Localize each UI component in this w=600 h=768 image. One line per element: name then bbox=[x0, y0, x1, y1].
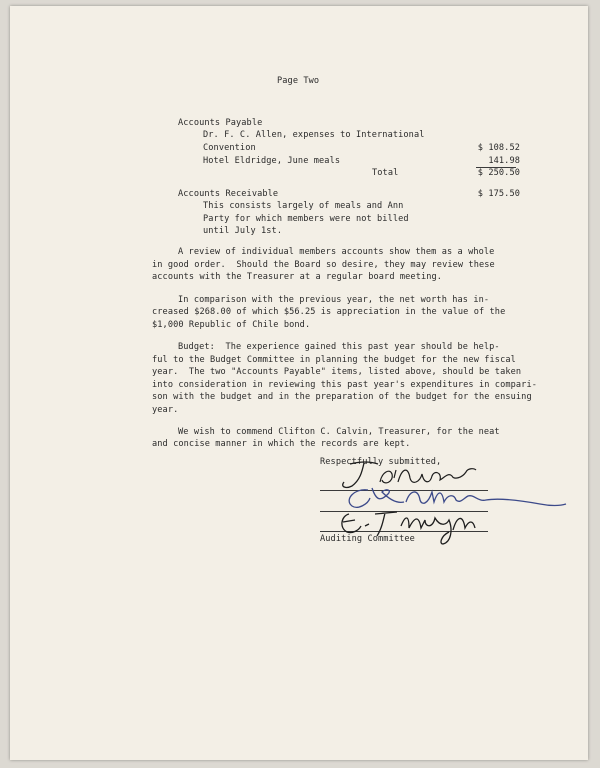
receivable-amount: $ 175.50 bbox=[477, 189, 520, 199]
receivable-line-3: until July 1st. bbox=[203, 226, 283, 236]
networth-paragraph-line: In comparison with the previous year, the net worth has in- bbox=[178, 295, 490, 305]
accounts-receivable-heading: Accounts Receivable bbox=[178, 189, 279, 199]
accounts-payable-heading: Accounts Payable bbox=[178, 118, 263, 128]
networth-paragraph-line: creased $268.00 of which $56.25 is appreciation in the value of the bbox=[152, 307, 506, 317]
document-page bbox=[10, 6, 588, 760]
budget-paragraph-line: year. bbox=[152, 405, 179, 415]
receivable-line-2: Party for which members were not billed bbox=[203, 214, 409, 224]
budget-paragraph-line: ful to the Budget Committee in planning the budget for the new fiscal bbox=[152, 355, 516, 365]
review-paragraph-line: A review of individual members accounts show them as a whole bbox=[178, 247, 495, 257]
budget-paragraph-line: into consideration in reviewing this past year's expenditures in compari- bbox=[152, 380, 537, 390]
budget-paragraph-line: year. The two "Accounts Payable" items, listed above, should be taken bbox=[152, 367, 522, 377]
respectfully-submitted: Respectfully submitted, bbox=[320, 457, 442, 467]
auditing-committee-label: Auditing Committee bbox=[320, 534, 415, 544]
receivable-line-1: This consists largely of meals and Ann bbox=[203, 201, 404, 211]
payable-total-amount: $ 250.50 bbox=[477, 168, 520, 178]
payable-line-convention: Convention bbox=[203, 143, 256, 153]
commend-paragraph-line: We wish to commend Clifton C. Calvin, Treasurer, for the neat bbox=[178, 427, 500, 437]
page-label: Page Two bbox=[277, 76, 320, 86]
review-paragraph-line: accounts with the Treasurer at a regular board meeting. bbox=[152, 272, 443, 282]
payable-line-allen: Dr. F. C. Allen, expenses to International bbox=[203, 130, 425, 140]
budget-paragraph-line: Budget: The experience gained this past year should be help- bbox=[178, 342, 500, 352]
networth-paragraph-line: $1,000 Republic of Chile bond. bbox=[152, 320, 311, 330]
payable-amount-hotel: 141.98 bbox=[488, 156, 520, 166]
payable-amount-convention: $ 108.52 bbox=[477, 143, 520, 153]
budget-paragraph-line: son with the budget and in the preparation of the budget for the ensuing bbox=[152, 392, 532, 402]
commend-paragraph-line: and concise manner in which the records are kept. bbox=[152, 439, 411, 449]
payable-total-label: Total bbox=[372, 168, 399, 178]
payable-line-hotel: Hotel Eldridge, June meals bbox=[203, 156, 341, 166]
review-paragraph-line: in good order. Should the Board so desire, they may review these bbox=[152, 260, 495, 270]
